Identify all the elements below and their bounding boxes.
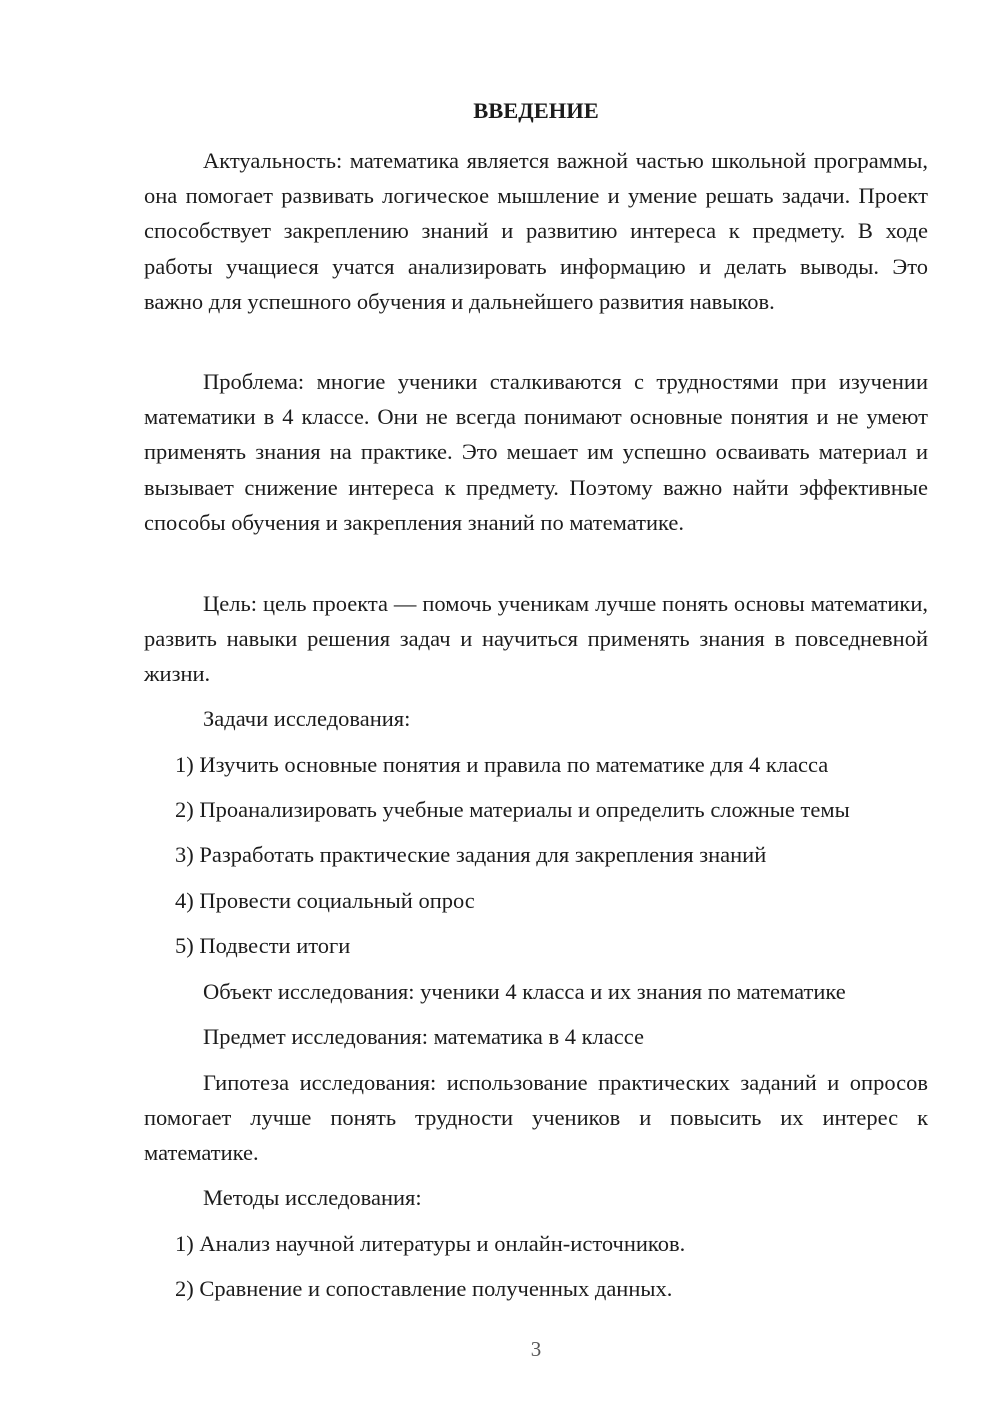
method-item-1: 1) Анализ научной литературы и онлайн-источников. — [175, 1231, 686, 1256]
relevance-paragraph: Актуальность: математика является важной частью школьной программы, она помогает развивать логическое мышление и умение решать задачи. Проект способствует закреплению знаний и развитию интереса к предмету. В ходе работы учащиеся учатся анализировать информацию и делать выводы. Это важно для успешного обучения и дальнейшего развития навыков. — [144, 148, 928, 314]
method-item-2: 2) Сравнение и сопоставление полученных данных. — [175, 1276, 673, 1301]
page-number: 3 — [530, 1337, 542, 1361]
goal-paragraph: Цель: цель проекта — помочь ученикам лучше понять основы математики, развить навыки решения задач и научиться применять знания в повседневной жизни. — [144, 591, 928, 687]
task-item-1: 1) Изучить основные понятия и правила по математике для 4 класса — [175, 752, 829, 777]
research-object-line: Объект исследования: ученики 4 класса и их знания по математике — [203, 979, 846, 1004]
problem-paragraph: Проблема: многие ученики сталкиваются с трудностями при изучении математики в 4 классе. Они не всегда понимают основные понятия и не умеют применять знания на практике. Это мешает им успешно осваивать материал и вызывает снижение интереса к предмету. Поэтому важно найти эффективные способы обучения и закрепления знаний по математике. — [144, 369, 928, 535]
research-subject-line: Предмет исследования: математика в 4 классе — [203, 1024, 644, 1049]
task-item-2: 2) Проанализировать учебные материалы и определить сложные темы — [175, 797, 850, 822]
task-item-5: 5) Подвести итоги — [175, 933, 351, 958]
hypothesis-paragraph: Гипотеза исследования: использование практических заданий и опросов помогает лучше понять трудности учеников и повысить их интерес к математике. — [144, 1070, 928, 1166]
methods-heading: Методы исследования: — [203, 1185, 422, 1210]
task-item-4: 4) Провести социальный опрос — [175, 888, 475, 913]
page-title: ВВЕДЕНИЕ — [473, 98, 599, 123]
tasks-heading: Задачи исследования: — [203, 706, 411, 731]
task-item-3: 3) Разработать практические задания для закрепления знаний — [175, 842, 767, 867]
